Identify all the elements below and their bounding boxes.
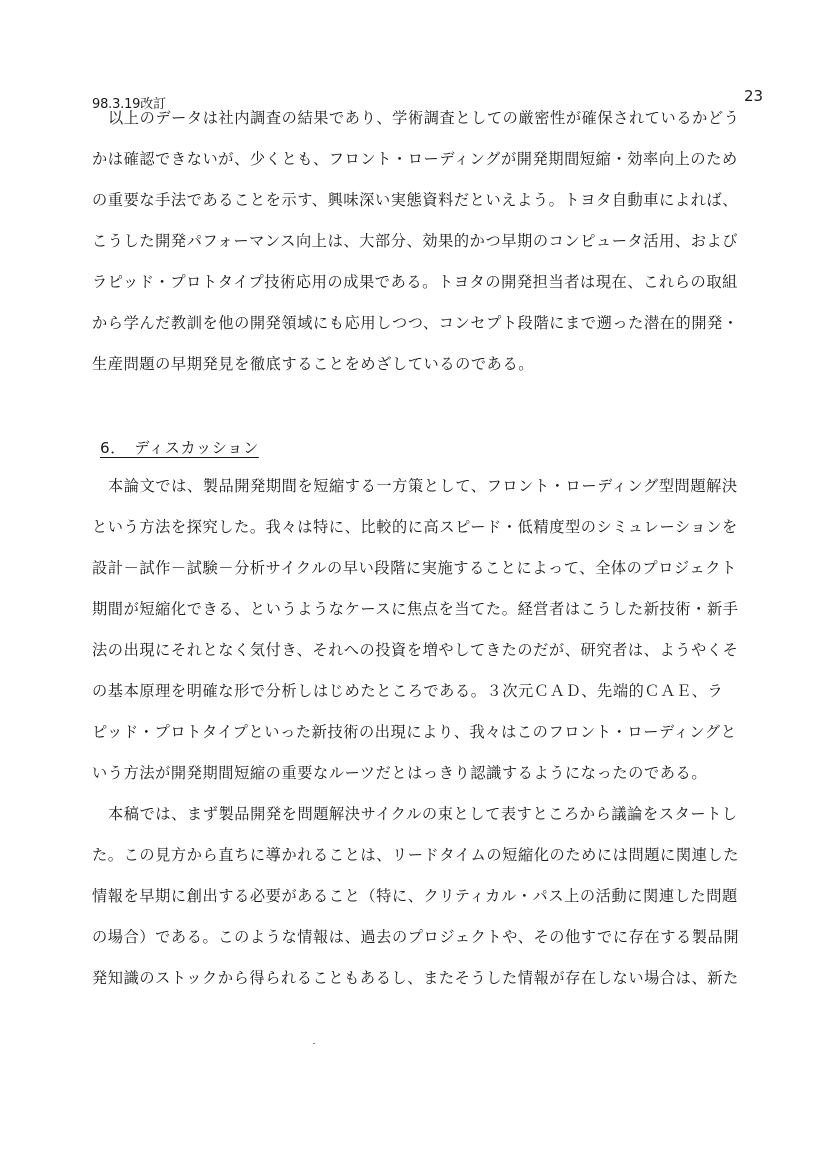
text-line: かは確認できないが、少くとも、フロント・ローディングが開発期間短縮・効率向上のため [92,150,738,168]
text-line: の場合）である。このような情報は、過去のプロジェクトや、その他すでに存在する製品開 [92,928,740,946]
text-line: ラピッド・プロトタイプ技術応用の成果である。トヨタの開発担当者は現在、これらの取組 [92,273,738,291]
text-line: 生産問題の早期発見を徹底することをめざしているのである。 [92,355,535,373]
text-line: 法の出現にそれとなく気付き、それへの投資を増やしてきたのだが、研究者は、ようやくそ [92,641,739,659]
text-line: ピッド・プロトタイプといった新技術の出現により、我々はこのフロント・ローディングと [92,723,737,741]
text-line: いう方法が開発期間短縮の重要なルーツだとはっきり認識するようになったのである。 [92,764,708,782]
text-line: の重要な手法であることを示す、興味深い実態資料だといえよう。トヨタ自動車によれば、 [92,191,739,209]
text-line: 設計－試作－試験－分析サイクルの早い段階に実施することによって、全体のプロジェクト [92,559,737,577]
text-line: という方法を探究した。我々は特に、比較的に高スピード・低精度型のシミュレーションを [92,518,738,536]
paragraph-problem-solving [92,794,792,999]
section-heading: 6． ディスカッション [100,439,259,457]
text-line: こうした開発パフォーマンス向上は、大部分、効果的かつ早期のコンピュータ活用、および [92,232,739,250]
text-line: 本稿では、まず製品開発を問題解決サイクルの束として表すところから議論をスタートし [108,805,738,823]
text-line: 情報を早期に創出する必要があること（特に、クリティカル・パス上の活動に関連した問題 [92,887,738,905]
revision-date-stamp: 98.3.19改訂 [92,97,166,112]
text-line: た。この見方から直ちに導かれることは、リードタイムの短縮化のためには問題に関連した [92,846,739,864]
text-line: 本論文では、製品開発期間を短縮する一方策として、フロント・ローディング型問題解決 [108,477,738,495]
text-line: 発知識のストックから得られることもあるし、またそうした情報が存在しない場合は、新た [92,969,739,987]
text-line: から学んだ教訓を他の開発領域にも応用しつつ、コンセプト段階にまで遡った潜在的開発・ [92,314,739,332]
paragraph-results [92,98,792,385]
text-line: 期間が短縮化できる、というようなケースに焦点を当てた。経営者はこうした新技術・新手 [92,600,739,618]
scan-speck [313,1043,315,1044]
page-number: 23 [744,87,764,105]
paragraph-discussion-intro [92,466,792,794]
text-line: の基本原理を明確な形で分析しはじめたところである。３次元ＣＡＤ、先端的ＣＡＥ、ラ [92,682,724,700]
text-line: 以上のデータは社内調査の結果であり、学術調査としての厳密性が確保されているかどう [108,109,740,127]
